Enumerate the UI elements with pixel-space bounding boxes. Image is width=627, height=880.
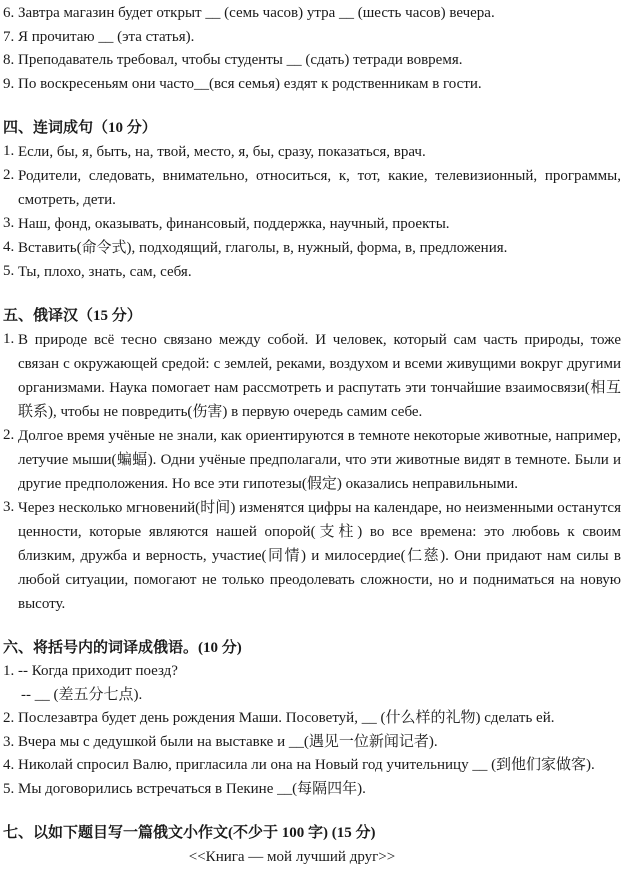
question-item — [3, 754, 621, 778]
question-text: Я прочитаю __ (эта статья). — [18, 28, 195, 45]
question-item — [3, 707, 621, 731]
section-title: 五、俄译汉（15 分） — [3, 308, 142, 324]
question-item — [3, 164, 621, 212]
question-number: 4. — [3, 757, 18, 773]
question-item — [3, 212, 621, 236]
question-item — [3, 49, 621, 73]
question-text: Мы договорились встречаться в Пекине __(每隔四年). — [18, 780, 366, 797]
section-4 — [3, 116, 621, 284]
essay-topic: <<Книга — мой лучший друг>> — [188, 849, 396, 865]
question-text: Наш, фонд, оказывать, финансовый, поддержка, научный, проекты. — [18, 216, 450, 232]
question-number: 7. — [3, 28, 18, 45]
section-6 — [3, 636, 621, 801]
question-item — [3, 2, 621, 26]
passage-text: Долгое время учёные не знали, как ориентируются в темноте некоторые животные, например, летучие мыши(蝙蝠). Одни учёные предполагали, что эти животные видят в темноте. Были и другие предположения. Но все эти гипотезы(假定) оказались неправильными. — [18, 428, 621, 492]
question-item — [3, 236, 621, 260]
question-item — [3, 73, 621, 97]
question-text: Послезавтра будет день рождения Маши. Посоветуй, __ (什么样的礼物) сделать ей. — [18, 710, 555, 726]
translation-passage — [3, 328, 621, 424]
section-7 — [3, 821, 621, 869]
section-title: 七、以如下题目写一篇俄文小作文(不少于 100 字) (15 分) — [3, 825, 376, 841]
section-3-continuation — [3, 2, 621, 96]
question-number: 1. — [3, 143, 18, 159]
question-number: 2. — [3, 710, 18, 726]
question-text: Родители, следовать, внимательно, относиться, к, тот, какие, телевизионный, программы, смотреть, дети. — [18, 168, 621, 208]
section-5 — [3, 304, 621, 616]
translation-passage — [3, 496, 621, 616]
question-answer-line: -- __ (差五分七点). — [21, 686, 143, 703]
question-text: Завтра магазин будет открыт __ (семь часов) утра __ (шесть часов) вечера. — [18, 5, 495, 21]
question-text: -- Когда приходит поезд? — [18, 663, 178, 679]
question-number: 3. — [3, 499, 18, 515]
question-text: Вчера мы с дедушкой были на выставке и __(遇见一位新闻记者). — [18, 733, 438, 750]
question-number: 2. — [3, 427, 18, 443]
question-text: Вставить(命令式), подходящий, глаголы, в, нужный, форма, в, предложения. — [18, 240, 508, 256]
question-text: Николай спросил Валю, пригласила ли она на Новый год учительницу __ (到他们家做客). — [18, 757, 595, 773]
section-title: 六、将括号内的词译成俄语。(10 分) — [3, 640, 242, 656]
question-number: 4. — [3, 239, 18, 255]
question-number: 1. — [3, 663, 18, 679]
question-text: Ты, плохо, знать, сам, себя. — [18, 264, 192, 280]
question-item — [3, 140, 621, 164]
question-number: 9. — [3, 75, 18, 92]
question-number: 1. — [3, 331, 18, 347]
question-item — [3, 26, 621, 50]
passage-text: Через несколько мгновений(时间) изменятся цифры на календаре, но неизменными останутся ценности, которые являются нашей опорой(支柱) во все времена: это любовь к своим близким, дружба и верность, участие(同情) и милосердие(仁慈). Они придают нам силы в любой ситуации, помогают не только преодолевать сложности, но и подниматься на новую высоту. — [18, 500, 621, 612]
section-title: 四、连词成句（10 分） — [3, 120, 157, 136]
question-item — [3, 778, 621, 802]
translation-passage — [3, 424, 621, 496]
passage-text: В природе всё тесно связано между собой. И человек, который сам часть природы, тоже связан с окружающей средой: с землей, реками, воздухом и всеми живущими вокруг другими организмами. Наука помогает нам рассмотреть и распутать эти тончайшие взаимосвязи(相互联系), чтобы не повредить(伤害) в первую очередь самим себе. — [18, 332, 621, 420]
question-text: Преподаватель требовал, чтобы студенты __ (сдать) тетради вовремя. — [18, 52, 463, 68]
question-number: 8. — [3, 52, 18, 68]
question-number: 2. — [3, 167, 18, 183]
question-number: 3. — [3, 733, 18, 750]
question-number: 5. — [3, 263, 18, 279]
question-number: 5. — [3, 780, 18, 797]
question-number: 6. — [3, 5, 18, 21]
question-text: Если, бы, я, быть, на, твой, место, я, бы, сразу, показаться, врач. — [18, 144, 426, 160]
question-item — [3, 260, 621, 284]
question-number: 3. — [3, 215, 18, 231]
question-item — [3, 660, 621, 684]
question-item — [3, 731, 621, 755]
question-text: По воскресеньям они часто__(вся семья) ездят к родственникам в гости. — [18, 75, 482, 92]
